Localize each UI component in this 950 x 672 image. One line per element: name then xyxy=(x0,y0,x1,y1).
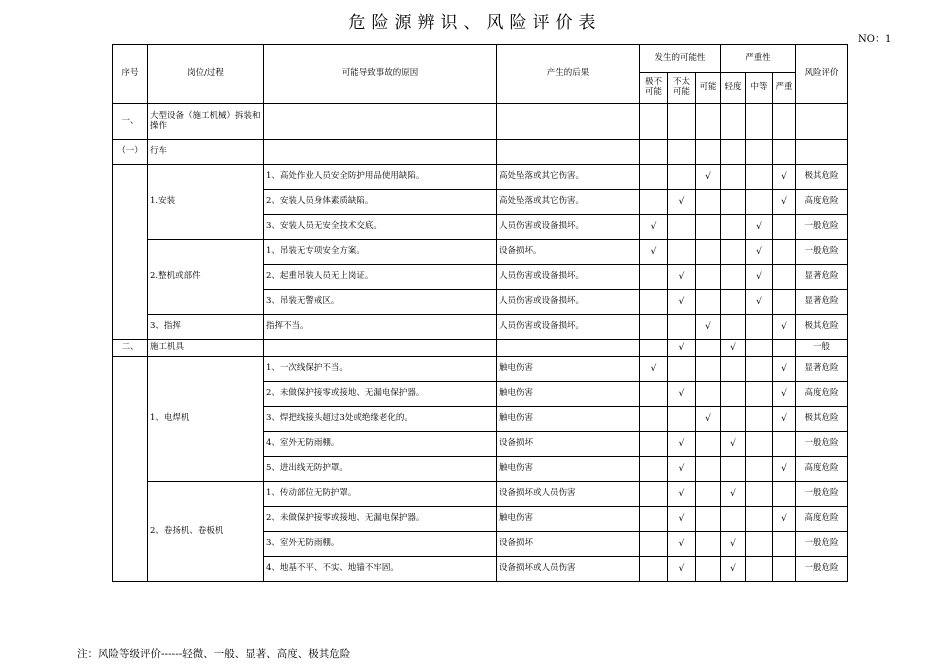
table-row xyxy=(113,240,848,265)
check-mark-icon: √ xyxy=(746,265,773,290)
row-risk: 显著危险 xyxy=(796,290,848,315)
header-post: 岗位/过程 xyxy=(148,45,264,104)
likelihood-cell xyxy=(640,432,668,457)
row-post: 大型设备（施工机械）拆装和操作 xyxy=(148,104,264,140)
check-mark-icon: √ xyxy=(668,507,696,532)
row-seq: 一、 xyxy=(113,104,148,140)
row-consequence: 高处坠落或其它伤害。 xyxy=(497,165,640,190)
row-consequence: 触电伤害 xyxy=(497,457,640,482)
row-consequence: 触电伤害 xyxy=(497,507,640,532)
likelihood-cell xyxy=(696,215,721,240)
likelihood-cell xyxy=(640,190,668,215)
check-mark-icon: √ xyxy=(668,557,696,582)
severity-cell xyxy=(721,190,746,215)
severity-cell xyxy=(746,507,773,532)
severity-cell xyxy=(746,407,773,432)
severity-cell xyxy=(721,215,746,240)
check-mark-icon: √ xyxy=(773,382,796,407)
severity-cell xyxy=(773,557,796,582)
section-row xyxy=(113,104,848,140)
row-post: 3、指挥 xyxy=(148,315,264,340)
check-mark-icon: √ xyxy=(746,240,773,265)
row-risk: 极其危险 xyxy=(796,315,848,340)
severity-cell xyxy=(773,432,796,457)
row-cause: 5、进出线无防护罩。 xyxy=(264,457,497,482)
row-risk: 高度危险 xyxy=(796,507,848,532)
likelihood-cell xyxy=(696,532,721,557)
severity-cell xyxy=(746,532,773,557)
row-cause: 3、室外无防雨棚。 xyxy=(264,532,497,557)
group-label: 2、卷扬机、卷板机 xyxy=(148,482,264,582)
row-consequence: 触电伤害 xyxy=(497,382,640,407)
row-consequence: 人员伤害或设备损坏。 xyxy=(497,215,640,240)
severity-cell xyxy=(773,532,796,557)
row-cause: 1、吊装无专项安全方案。 xyxy=(264,240,497,265)
row-cause: 2、未做保护接零或接地、无漏电保护器。 xyxy=(264,382,497,407)
check-mark-icon: √ xyxy=(668,482,696,507)
severity-cell xyxy=(721,382,746,407)
likelihood-cell xyxy=(668,240,696,265)
severity-cell xyxy=(773,290,796,315)
likelihood-cell xyxy=(696,240,721,265)
likelihood-cell xyxy=(640,165,668,190)
header-likelihood-unlikely: 不太可能 xyxy=(668,73,696,104)
group-label: 1、电焊机 xyxy=(148,357,264,482)
row-post: 施工机具 xyxy=(148,340,264,357)
row-consequence xyxy=(497,340,640,357)
severity-cell xyxy=(746,190,773,215)
row-risk: 极其危险 xyxy=(796,407,848,432)
severity-cell xyxy=(746,340,773,357)
check-mark-icon: √ xyxy=(721,340,746,357)
row-consequence: 设备损坏 xyxy=(497,532,640,557)
table-row xyxy=(113,315,848,340)
header-severity-severe: 严重 xyxy=(773,73,796,104)
header-likelihood-possible: 可能 xyxy=(696,73,721,104)
table-row xyxy=(113,340,848,357)
likelihood-cell xyxy=(640,315,668,340)
header-cause: 可能导致事故的原因 xyxy=(264,45,497,104)
check-mark-icon: √ xyxy=(773,407,796,432)
likelihood-cell xyxy=(696,382,721,407)
check-mark-icon: √ xyxy=(773,165,796,190)
likelihood-cell xyxy=(668,357,696,382)
check-mark-icon: √ xyxy=(696,165,721,190)
row-seq xyxy=(113,165,148,340)
likelihood-cell xyxy=(640,507,668,532)
likelihood-cell xyxy=(696,190,721,215)
row-risk: 一般危险 xyxy=(796,432,848,457)
severity-cell xyxy=(773,340,796,357)
group-label: 1.安装 xyxy=(148,165,264,240)
severity-cell xyxy=(746,482,773,507)
severity-cell xyxy=(773,265,796,290)
likelihood-cell xyxy=(696,482,721,507)
table-row xyxy=(113,482,848,507)
section-row xyxy=(113,140,848,165)
check-mark-icon: √ xyxy=(721,557,746,582)
row-cause: 3、吊装无警戒区。 xyxy=(264,290,497,315)
check-mark-icon: √ xyxy=(668,265,696,290)
severity-cell xyxy=(746,557,773,582)
check-mark-icon: √ xyxy=(668,190,696,215)
likelihood-cell xyxy=(640,382,668,407)
row-cause: 4、室外无防雨棚。 xyxy=(264,432,497,457)
likelihood-cell xyxy=(640,457,668,482)
row-seq: （一） xyxy=(113,140,148,165)
likelihood-cell xyxy=(640,265,668,290)
likelihood-cell xyxy=(696,557,721,582)
row-consequence: 触电伤害 xyxy=(497,407,640,432)
row-cause: 2、未做保护接零或接地、无漏电保护器。 xyxy=(264,507,497,532)
row-risk: 一般危险 xyxy=(796,557,848,582)
header-severity-light: 轻度 xyxy=(721,73,746,104)
likelihood-cell xyxy=(696,340,721,357)
document-number: NO：1 xyxy=(858,34,892,45)
severity-cell xyxy=(746,315,773,340)
row-risk: 高度危险 xyxy=(796,457,848,482)
check-mark-icon: √ xyxy=(696,315,721,340)
row-consequence: 设备损坏或人员伤害 xyxy=(497,557,640,582)
row-cause: 4、地基不平、不实、地锚不牢固。 xyxy=(264,557,497,582)
row-risk: 极其危险 xyxy=(796,165,848,190)
severity-cell xyxy=(721,357,746,382)
check-mark-icon: √ xyxy=(721,532,746,557)
row-risk: 显著危险 xyxy=(796,265,848,290)
risk-assessment-table xyxy=(112,44,848,582)
check-mark-icon: √ xyxy=(773,190,796,215)
severity-cell xyxy=(746,432,773,457)
row-risk: 高度危险 xyxy=(796,190,848,215)
likelihood-cell xyxy=(668,215,696,240)
check-mark-icon: √ xyxy=(696,407,721,432)
row-consequence: 设备损坏或人员伤害 xyxy=(497,482,640,507)
severity-cell xyxy=(773,215,796,240)
severity-cell xyxy=(721,265,746,290)
row-seq xyxy=(113,357,148,582)
severity-cell xyxy=(721,507,746,532)
check-mark-icon: √ xyxy=(668,340,696,357)
severity-cell xyxy=(721,457,746,482)
row-risk: 高度危险 xyxy=(796,382,848,407)
likelihood-cell xyxy=(696,357,721,382)
likelihood-cell xyxy=(640,407,668,432)
row-risk: 一般 xyxy=(796,340,848,357)
check-mark-icon: √ xyxy=(746,215,773,240)
severity-cell xyxy=(746,165,773,190)
check-mark-icon: √ xyxy=(773,457,796,482)
severity-cell xyxy=(746,357,773,382)
severity-cell xyxy=(773,240,796,265)
table-row xyxy=(113,357,848,382)
severity-cell xyxy=(721,290,746,315)
likelihood-cell xyxy=(668,165,696,190)
table-row xyxy=(113,165,848,190)
row-cause: 1、一次线保护不当。 xyxy=(264,357,497,382)
group-label: 2.整机或部件 xyxy=(148,240,264,315)
row-seq: 二、 xyxy=(113,340,148,357)
check-mark-icon: √ xyxy=(773,507,796,532)
check-mark-icon: √ xyxy=(640,240,668,265)
header-likelihood-very-unlikely: 极不可能 xyxy=(640,73,668,104)
row-cause: 2、安装人员身体素质缺陷。 xyxy=(264,190,497,215)
header-risk: 风险评价 xyxy=(796,45,848,104)
row-cause: 1、高处作业人员安全防护用品使用缺陷。 xyxy=(264,165,497,190)
row-cause: 指挥不当。 xyxy=(264,315,497,340)
check-mark-icon: √ xyxy=(668,532,696,557)
row-consequence: 人员伤害或设备损坏。 xyxy=(497,315,640,340)
header-severity-medium: 中等 xyxy=(746,73,773,104)
check-mark-icon: √ xyxy=(746,290,773,315)
check-mark-icon: √ xyxy=(773,357,796,382)
likelihood-cell xyxy=(696,457,721,482)
check-mark-icon: √ xyxy=(640,215,668,240)
header-seq: 序号 xyxy=(113,45,148,104)
likelihood-cell xyxy=(640,290,668,315)
row-cause: 2、起重吊装人员无上岗证。 xyxy=(264,265,497,290)
footnote: 注：风险等级评价------轻微、一般、显著、高度、极其危险 xyxy=(77,648,351,660)
row-consequence: 高处坠落或其它伤害。 xyxy=(497,190,640,215)
likelihood-cell xyxy=(696,507,721,532)
header-likelihood: 发生的可能性 xyxy=(640,45,721,73)
check-mark-icon: √ xyxy=(640,357,668,382)
row-consequence: 人员伤害或设备损坏。 xyxy=(497,290,640,315)
row-consequence: 设备损坏 xyxy=(497,432,640,457)
severity-cell xyxy=(721,165,746,190)
severity-cell xyxy=(721,240,746,265)
likelihood-cell xyxy=(696,432,721,457)
row-consequence: 设备损坏。 xyxy=(497,240,640,265)
row-cause: 3、焊把线接头超过3处或绝缘老化的。 xyxy=(264,407,497,432)
row-consequence: 人员伤害或设备损坏。 xyxy=(497,265,640,290)
row-cause: 3、安装人员无安全技术交底。 xyxy=(264,215,497,240)
row-risk: 显著危险 xyxy=(796,357,848,382)
row-risk: 一般危险 xyxy=(796,482,848,507)
severity-cell xyxy=(746,457,773,482)
likelihood-cell xyxy=(640,482,668,507)
row-cause xyxy=(264,340,497,357)
row-risk: 一般危险 xyxy=(796,215,848,240)
likelihood-cell xyxy=(668,407,696,432)
row-post: 行车 xyxy=(148,140,264,165)
row-consequence: 触电伤害 xyxy=(497,357,640,382)
header-severity: 严重性 xyxy=(721,45,796,73)
severity-cell xyxy=(773,482,796,507)
severity-cell xyxy=(721,407,746,432)
likelihood-cell xyxy=(696,290,721,315)
likelihood-cell xyxy=(640,532,668,557)
check-mark-icon: √ xyxy=(668,457,696,482)
likelihood-cell xyxy=(696,265,721,290)
check-mark-icon: √ xyxy=(721,482,746,507)
row-cause: 1、传动部位无防护罩。 xyxy=(264,482,497,507)
severity-cell xyxy=(721,315,746,340)
header-consequence: 产生的后果 xyxy=(497,45,640,104)
row-risk: 一般危险 xyxy=(796,532,848,557)
row-risk: 一般危险 xyxy=(796,240,848,265)
check-mark-icon: √ xyxy=(668,432,696,457)
check-mark-icon: √ xyxy=(668,382,696,407)
check-mark-icon: √ xyxy=(773,315,796,340)
check-mark-icon: √ xyxy=(721,432,746,457)
likelihood-cell xyxy=(640,340,668,357)
check-mark-icon: √ xyxy=(668,290,696,315)
page-title: 危险源辨识、风险评价表 xyxy=(348,13,602,33)
likelihood-cell xyxy=(640,557,668,582)
likelihood-cell xyxy=(668,315,696,340)
severity-cell xyxy=(746,382,773,407)
